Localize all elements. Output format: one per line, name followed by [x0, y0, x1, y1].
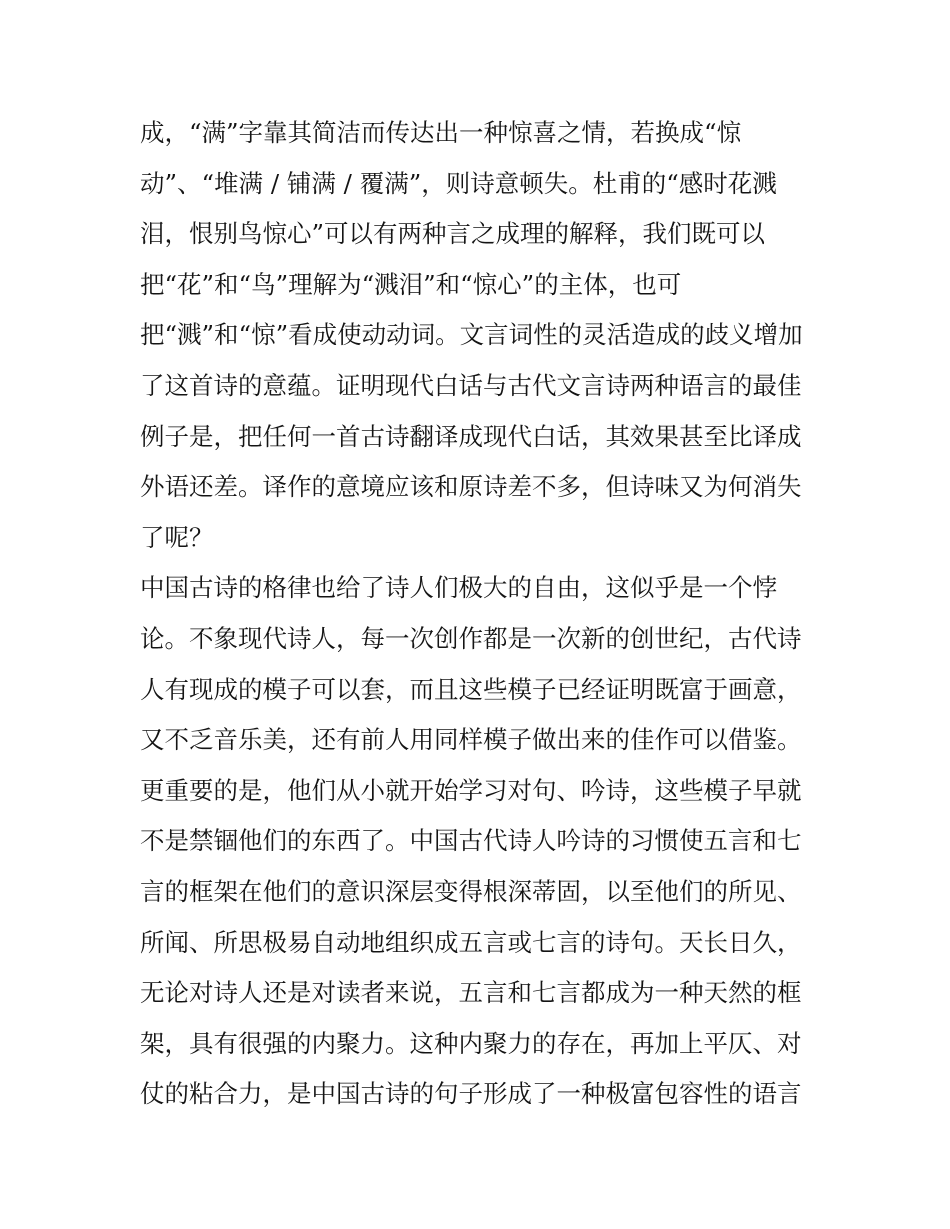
- text-line: 把“花”和“鸟”理解为“溅泪”和“惊心”的主体，也可: [140, 269, 682, 299]
- text-line: 更重要的是，他们从小就开始学习对句、吟诗，这些模子早就: [140, 775, 802, 805]
- text-line: 把“溅”和“惊”看成使动动词。文言词性的灵活造成的歧义增加: [140, 320, 803, 350]
- text-line: 成，“满”字靠其简洁而传达出一种惊喜之情，若换成“惊: [140, 118, 742, 147]
- text-line: 了这首诗的意蕴。证明现代白话与古代文言诗两种语言的最佳: [140, 370, 802, 400]
- text-line: 论。不象现代诗人，每一次创作都是一次新的创世纪，古代诗: [140, 623, 802, 653]
- text-line: 无论对诗人还是对读者来说，五言和七言都成为一种天然的框: [140, 978, 802, 1008]
- text-line: 例子是，把任何一首古诗翻译成现代白话，其效果甚至比译成: [140, 421, 802, 451]
- text-line: 人有现成的模子可以套，而且这些模子已经证明既富于画意，: [140, 674, 802, 704]
- body-text: [140, 108, 830, 1120]
- text-line: 所闻、所思极易自动地组织成五言或七言的诗句。天长日久，: [140, 927, 802, 957]
- text-line: 不是禁锢他们的东西了。中国古代诗人吟诗的习惯使五言和七: [140, 826, 802, 856]
- text-line: 动”、“堆满 / 铺满 / 覆满”，则诗意顿失。杜甫的“感时花溅: [140, 168, 777, 198]
- text-line: 中国古诗的格律也给了诗人们极大的自由，这似乎是一个悖: [140, 573, 777, 603]
- text-line: 仗的粘合力，是中国古诗的句子形成了一种极富包容性的语言: [140, 1079, 802, 1109]
- text-line: 外语还差。译作的意境应该和原诗差不多，但诗味又为何消失: [140, 472, 802, 502]
- text-line: 了呢？: [140, 522, 214, 552]
- text-line: 泪，恨别鸟惊心”可以有两种言之成理的解释，我们既可以: [140, 219, 766, 249]
- text-line: 言的框架在他们的意识深层变得根深蒂固，以至他们的所见、: [140, 876, 802, 906]
- text-line: 架，具有很强的内聚力。这种内聚力的存在，再加上平仄、对: [140, 1028, 802, 1058]
- text-line: 又不乏音乐美，还有前人用同样模子做出来的佳作可以借鉴。: [140, 725, 802, 755]
